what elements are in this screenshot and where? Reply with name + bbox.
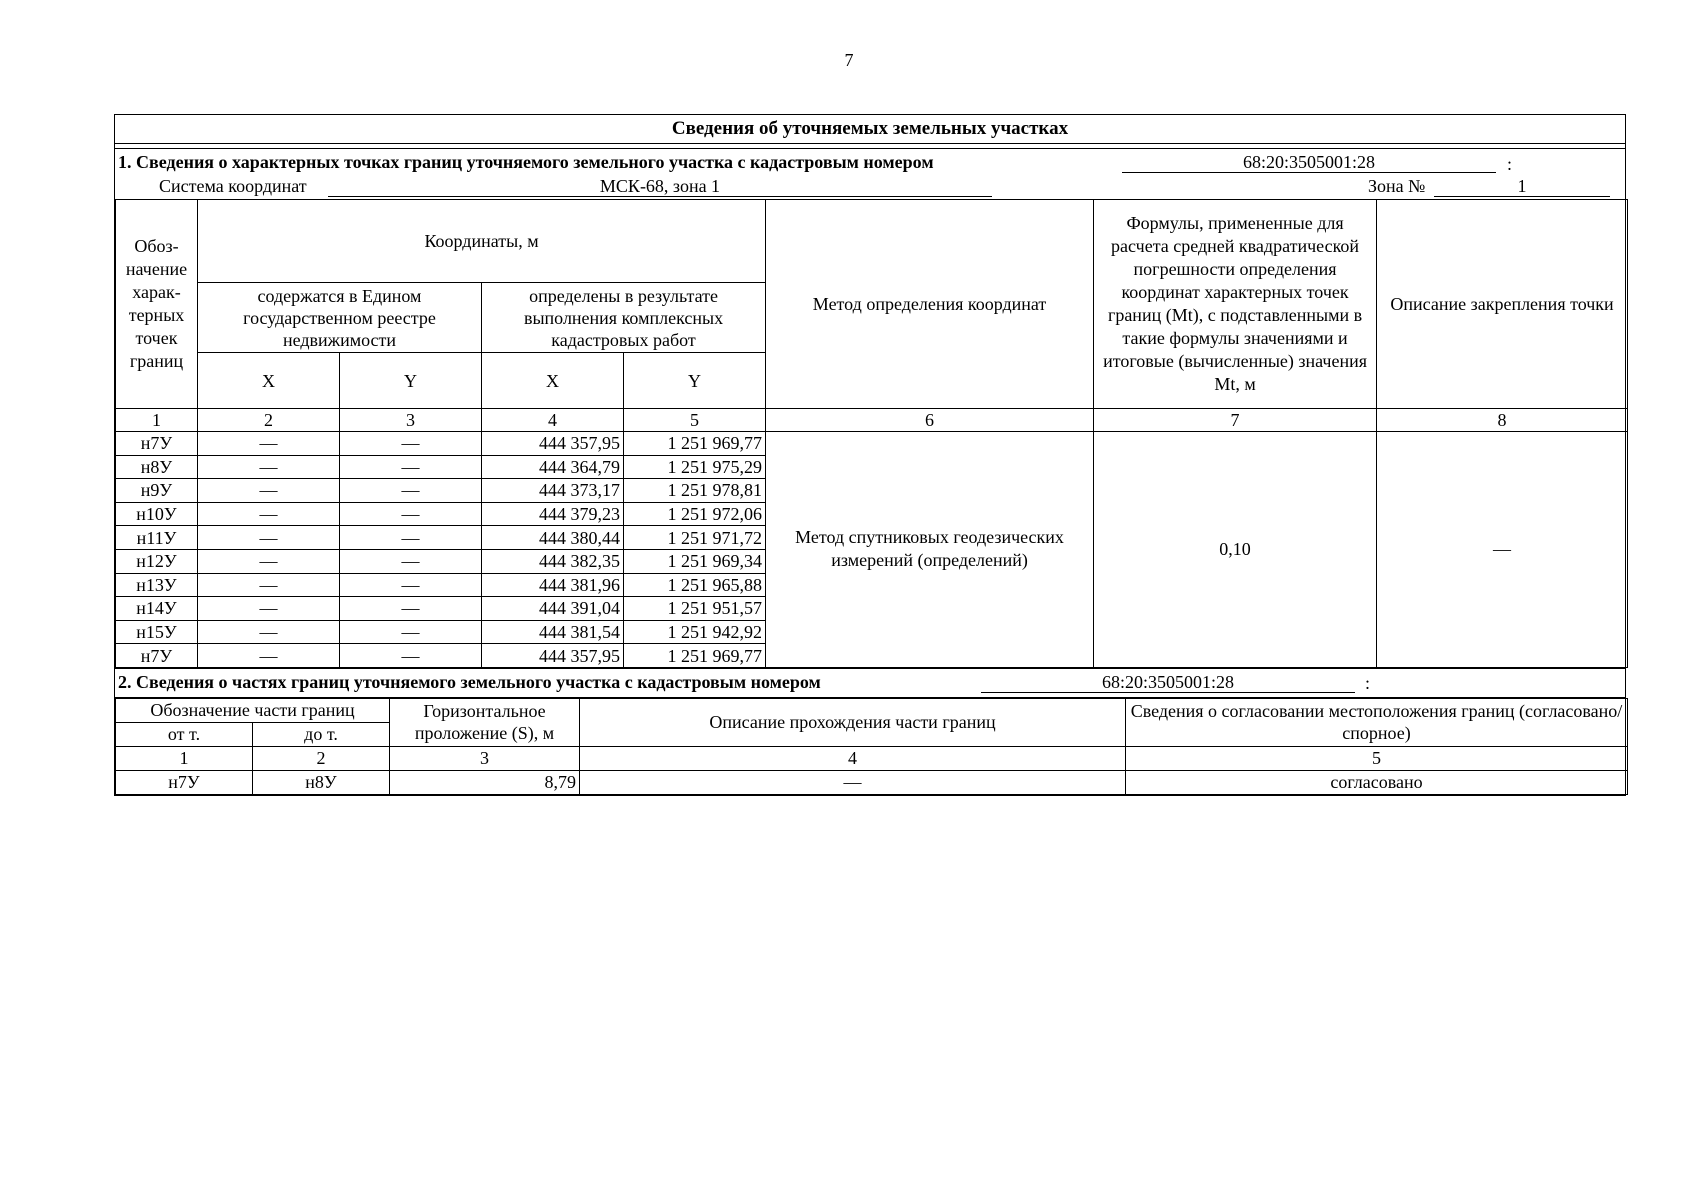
- header-to: до т.: [253, 722, 390, 746]
- column-number: 1: [116, 409, 198, 432]
- point-name: н12У: [116, 549, 198, 573]
- y-value: 1 251 951,57: [624, 597, 766, 621]
- x-value: 444 357,95: [482, 644, 624, 668]
- horizontal-value: 8,79: [390, 770, 580, 794]
- coord-system-label: Система координат: [159, 176, 307, 196]
- header-in-egrn: содержатся в Едином государственном реестре недвижимости: [198, 283, 482, 353]
- y-value: 1 251 965,88: [624, 573, 766, 597]
- point-name: н13У: [116, 573, 198, 597]
- y-egrn: —: [340, 573, 482, 597]
- point-name: н15У: [116, 620, 198, 644]
- column-number: 5: [624, 409, 766, 432]
- x-egrn: —: [198, 479, 340, 503]
- header-from: от т.: [116, 722, 253, 746]
- x-value: 444 382,35: [482, 549, 624, 573]
- y-egrn: —: [340, 526, 482, 550]
- column-number: 8: [1377, 409, 1628, 432]
- x-value: 444 379,23: [482, 502, 624, 526]
- column-number: 4: [482, 409, 624, 432]
- section1-cadastral-number: 68:20:3505001:28: [1122, 152, 1496, 173]
- column-number: 2: [253, 746, 390, 770]
- column-numbers-row: [116, 746, 1628, 770]
- header-formulas: Формулы, примененные для расчета средней квадратической погрешности определения координат характерных точек границ (Mt), с подставленными в такие формулы значениями и итоговые (вычисленные) значения Mt, м: [1094, 200, 1377, 409]
- header-method: Метод определения координат: [766, 200, 1094, 409]
- section2-header: [115, 668, 1625, 698]
- x-value: 444 364,79: [482, 455, 624, 479]
- x-egrn: —: [198, 620, 340, 644]
- header-x-egrn: X: [198, 353, 340, 409]
- mt-value: 0,10: [1094, 432, 1377, 668]
- point-name: н11У: [116, 526, 198, 550]
- header-fixing: Описание закрепления точки: [1377, 200, 1628, 409]
- y-egrn: —: [340, 549, 482, 573]
- y-value: 1 251 975,29: [624, 455, 766, 479]
- fixing-value: —: [1377, 432, 1628, 668]
- x-egrn: —: [198, 432, 340, 456]
- section1-colon: :: [1507, 154, 1513, 174]
- x-egrn: —: [198, 573, 340, 597]
- column-number: 5: [1126, 746, 1628, 770]
- column-number: 6: [766, 409, 1094, 432]
- column-number: 7: [1094, 409, 1377, 432]
- section1-heading: 1. Сведения о характерных точках границ уточняемого земельного участка с кадастровым номером: [118, 152, 934, 172]
- x-egrn: —: [198, 597, 340, 621]
- y-value: 1 251 969,77: [624, 644, 766, 668]
- document-form: [114, 114, 1626, 796]
- header-designation: Обоз- начение харак- терных точек границ: [116, 200, 198, 409]
- y-egrn: —: [340, 479, 482, 503]
- point-name: н9У: [116, 479, 198, 503]
- page-number: 7: [844, 50, 854, 70]
- y-egrn: —: [340, 455, 482, 479]
- y-egrn: —: [340, 620, 482, 644]
- y-value: 1 251 969,34: [624, 549, 766, 573]
- document-title: Сведения об уточняемых земельных участках: [115, 115, 1625, 144]
- y-egrn: —: [340, 644, 482, 668]
- header-y-determined: Y: [624, 353, 766, 409]
- to-point: н8У: [253, 770, 390, 794]
- y-value: 1 251 969,77: [624, 432, 766, 456]
- x-egrn: —: [198, 526, 340, 550]
- agreement-value: согласовано: [1126, 770, 1628, 794]
- x-egrn: —: [198, 549, 340, 573]
- header-part-designation: Обозначение части границ: [116, 698, 390, 722]
- x-egrn: —: [198, 502, 340, 526]
- x-value: 444 357,95: [482, 432, 624, 456]
- y-egrn: —: [340, 432, 482, 456]
- header-agreement: Сведения о согласовании местоположения границ (согласовано/спорное): [1126, 698, 1628, 746]
- column-number: 4: [580, 746, 1126, 770]
- y-egrn: —: [340, 597, 482, 621]
- header-determined: определены в результате выполнения комплексных кадастровых работ: [482, 283, 766, 353]
- point-name: н7У: [116, 644, 198, 668]
- table-row: [116, 770, 1628, 794]
- point-name: н10У: [116, 502, 198, 526]
- method-value: Метод спутниковых геодезических измерений (определений): [766, 432, 1094, 668]
- point-name: н8У: [116, 455, 198, 479]
- column-numbers-row: [116, 409, 1628, 432]
- header-x-determined: X: [482, 353, 624, 409]
- header-description: Описание прохождения части границ: [580, 698, 1126, 746]
- x-value: 444 380,44: [482, 526, 624, 550]
- zone-label: Зона №: [1368, 176, 1426, 196]
- section2-cadastral-number: 68:20:3505001:28: [981, 672, 1355, 693]
- x-egrn: —: [198, 644, 340, 668]
- header-y-egrn: Y: [340, 353, 482, 409]
- description-value: —: [580, 770, 1126, 794]
- column-number: 2: [198, 409, 340, 432]
- x-value: 444 381,54: [482, 620, 624, 644]
- y-value: 1 251 978,81: [624, 479, 766, 503]
- column-number: 3: [340, 409, 482, 432]
- x-value: 444 391,04: [482, 597, 624, 621]
- y-value: 1 251 971,72: [624, 526, 766, 550]
- table-row: [116, 432, 1628, 456]
- x-value: 444 381,96: [482, 573, 624, 597]
- x-egrn: —: [198, 455, 340, 479]
- column-number: 1: [116, 746, 253, 770]
- y-value: 1 251 972,06: [624, 502, 766, 526]
- point-name: н14У: [116, 597, 198, 621]
- parts-table: [115, 698, 1628, 795]
- column-number: 3: [390, 746, 580, 770]
- y-egrn: —: [340, 502, 482, 526]
- points-table: [115, 199, 1628, 668]
- zone-value: 1: [1434, 176, 1610, 197]
- from-point: н7У: [116, 770, 253, 794]
- header-coordinates: Координаты, м: [198, 200, 766, 283]
- point-name: н7У: [116, 432, 198, 456]
- header-horizontal: Горизонтальное проложение (S), м: [390, 698, 580, 746]
- section2-colon: :: [1365, 672, 1371, 693]
- coord-system-value: МСК-68, зона 1: [328, 176, 992, 197]
- y-value: 1 251 942,92: [624, 620, 766, 644]
- x-value: 444 373,17: [482, 479, 624, 503]
- section2-heading: 2. Сведения о частях границ уточняемого земельного участка с кадастровым номером: [118, 671, 821, 692]
- section1-header: [115, 149, 1625, 199]
